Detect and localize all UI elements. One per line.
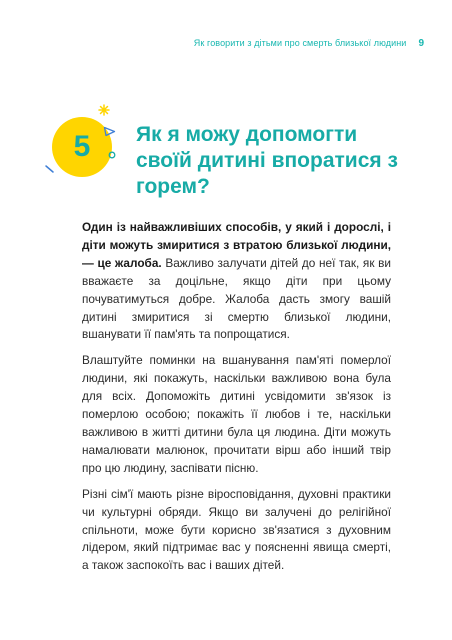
- running-title: Як говорити з дітьми про смерть близької людини: [193, 38, 407, 48]
- decor-ring-icon: [108, 151, 116, 159]
- running-header: [194, 36, 424, 50]
- decor-sparkle-icon: [98, 104, 110, 116]
- body-text: [82, 219, 391, 583]
- section-number: 5: [73, 130, 91, 163]
- decor-dash-icon: [44, 164, 56, 174]
- page-number: 9: [418, 37, 424, 49]
- decor-triangle-icon: [103, 126, 116, 137]
- paragraph-2: [82, 352, 391, 477]
- paragraph-1-lead: Один із найважливіших способів, у який і дорослі, і діти можуть змиритися з втратою близької людини, — це жалоба.: [82, 220, 391, 270]
- paragraph-2-text: Влаштуйте поминки на вшанування пам'яті померлої людини, які покажуть, наскільки важливою вона була для всіх. Допоможіть дитині усвідомити зв'язок із померлою особою; покажіть її любов і те, наскільки важливою в житті дитини була ця людина. Діти можуть намалювати малюнок, прочитати вірш або інший твір про цю людину, заспівати пісню.: [82, 353, 391, 475]
- paragraph-1: [82, 219, 391, 344]
- paragraph-3-text: Різні сім'ї мають різне віросповідання, духовні практики чи культурні обряди. Якщо ви залучені до релігійної спільноти, може бути корисно зв'язатися з духовним лідером, який підтримає вас у поясненні явища смерті, а також заспокоїть вас і ваших дітей.: [82, 486, 391, 573]
- paragraph-1-text: Важливо залучати дітей до неї так, як ви вважаєте за доцільне, якщо діти при цьому почуватимуться добре. Жалоба дасть змогу вашій дитині змиритися зі смертю близької людини, вшанувати її пам'ять та попрощатися.: [82, 255, 391, 342]
- paragraph-3: [82, 486, 391, 576]
- section-title: Як я можу допомогти своїй дитині впоратися з горем?: [136, 123, 398, 198]
